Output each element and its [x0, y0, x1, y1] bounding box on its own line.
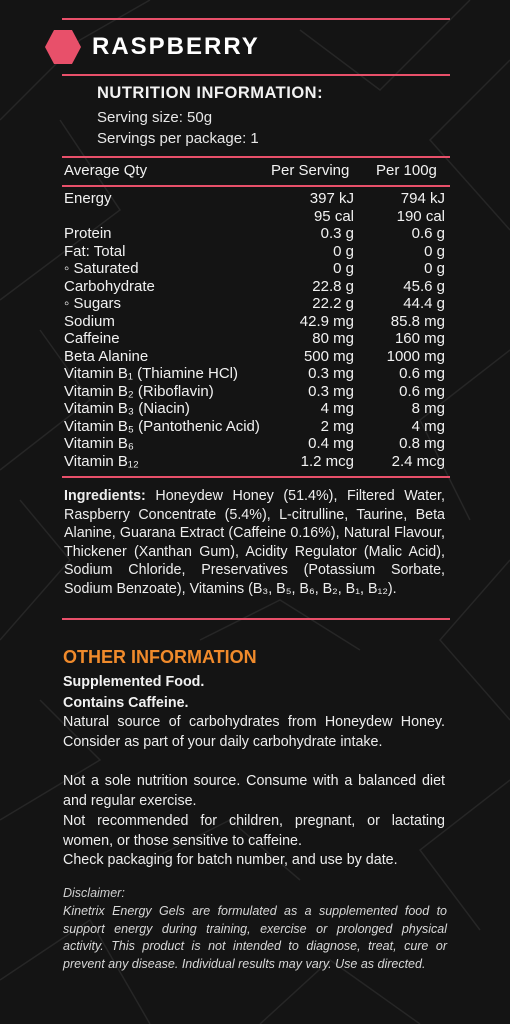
- per-serving-value: 0 g: [333, 260, 354, 277]
- nutrient-name: Fat: Total: [64, 242, 126, 260]
- per-serving-value: 500 mg: [303, 347, 354, 365]
- table-row: [62, 260, 450, 278]
- per-serving-value: 0.3 mg: [308, 382, 354, 400]
- header-divider: [62, 18, 450, 20]
- table-row: [62, 295, 450, 313]
- ingredients-bottom-rule: [62, 618, 450, 620]
- table-row: [62, 278, 450, 296]
- table-row: [62, 348, 450, 366]
- nutrient-name: Vitamin B₃ (Niacin): [64, 400, 190, 417]
- header-per-100g: Per 100g: [376, 162, 437, 179]
- per-serving-value: 42.9 mg: [299, 312, 354, 330]
- nutrient-name: Vitamin B₂ (Riboflavin): [64, 382, 214, 400]
- per-serving-value: 1.2 mcg: [300, 452, 354, 470]
- table-row: [62, 243, 450, 261]
- table-row: [62, 330, 450, 348]
- nutrient-name: ◦ Saturated: [64, 260, 139, 277]
- per-serving-value: 4 mg: [320, 400, 354, 417]
- per-serving-value: 95 cal: [313, 207, 354, 225]
- per-100g-value: 0.6 mg: [399, 382, 445, 400]
- nutrient-name: Protein: [64, 225, 112, 242]
- nutrient-name: Vitamin B₁ (Thiamine HCl): [64, 365, 238, 382]
- per-100g-value: 2.4 mcg: [391, 452, 445, 470]
- per-serving-value: 22.2 g: [312, 295, 354, 312]
- table-top-rule: [62, 156, 450, 158]
- table-row: [62, 225, 450, 243]
- table-row: [62, 365, 450, 383]
- header-average-qty: Average Qty: [64, 162, 148, 179]
- per-100g-value: 0.6 g: [411, 225, 445, 242]
- per-100g-value: 160 mg: [394, 330, 445, 347]
- nutrient-name: Beta Alanine: [64, 347, 149, 365]
- nutrient-name: Carbohydrate: [64, 277, 155, 295]
- nutrient-name: Vitamin B₅ (Pantothenic Acid): [64, 417, 260, 435]
- table-header-rule: [62, 185, 450, 187]
- nutrient-name: Vitamin B₆: [64, 435, 134, 452]
- nutrient-name: Caffeine: [64, 330, 120, 347]
- per-serving-value: 22.8 g: [312, 277, 354, 295]
- serving-size: Serving size: 50g: [97, 109, 213, 126]
- table-row: [62, 435, 450, 453]
- per-100g-value: 0 g: [424, 260, 445, 277]
- nutrient-name: ◦ Sugars: [64, 295, 122, 312]
- per-serving-value: 80 mg: [312, 330, 354, 347]
- ingredients-text: Honeydew Honey (51.4%), Filtered Water, Raspberry Concentrate (5.4%), L-citrulline, Taurine, Beta Alanine, Guarana Extract (Caffeine 0.16%), Natural Flavour, Thickener (Xanthan Gum), Acidity Regulator (Malic Acid), Sodium Chloride, Preservatives (Potassium Sorbate, Sodium Benzoate), Vitamins (B₃, B₅, B₆, B₂, B₁, B₁₂).: [64, 488, 445, 597]
- product-title: RASPBERRY: [92, 33, 260, 60]
- per-serving-value: 0.3 g: [320, 225, 354, 242]
- other-para-not-recommended: Not recommended for children, pregnant, or lactating women, or those sensitive to caffeine.: [63, 813, 445, 849]
- per-serving-value: 0.4 mg: [308, 435, 354, 452]
- supplemented-food: Supplemented Food.: [63, 674, 205, 690]
- table-row: [62, 313, 450, 331]
- other-para-carbohydrates: Natural source of carbohydrates from Honeydew Honey. Consider as part of your daily carbohydrate intake.: [63, 714, 445, 750]
- per-serving-value: 397 kJ: [309, 190, 354, 207]
- per-100g-value: 8 mg: [411, 400, 445, 417]
- nutrient-name: Vitamin B₁₂: [64, 452, 139, 470]
- per-100g-value: 794 kJ: [400, 190, 445, 207]
- per-100g-value: 0 g: [424, 242, 445, 260]
- nutrient-name: Sodium: [64, 312, 115, 330]
- disclaimer-text: Kinetrix Energy Gels are formulated as a supplemented food to support energy during training, exercise or prolonged physical activity. This product is not intended to diagnose, treat, cure or prevent any disease. Individual results may vary. Use as directed.: [63, 904, 447, 971]
- hexagon-icon: [44, 28, 82, 66]
- per-100g-value: 85.8 mg: [390, 312, 445, 330]
- table-row: [62, 418, 450, 436]
- other-para-batch: Check packaging for batch number, and use by date.: [63, 852, 398, 868]
- table-row: [62, 190, 450, 208]
- table-row: [62, 400, 450, 418]
- disclaimer-label: Disclaimer:: [63, 886, 125, 900]
- per-100g-value: 45.6 g: [403, 277, 445, 295]
- per-serving-value: 0.3 mg: [308, 365, 354, 382]
- nutrient-name: Energy: [64, 190, 112, 207]
- contains-caffeine: Contains Caffeine.: [63, 695, 189, 711]
- table-row: [62, 383, 450, 401]
- per-100g-value: 1000 mg: [386, 347, 445, 365]
- header-per-serving: Per Serving: [271, 162, 350, 179]
- servings-per-package: Servings per package: 1: [97, 130, 259, 147]
- other-information-title: OTHER INFORMATION: [63, 647, 257, 667]
- header-divider-bottom: [62, 74, 450, 76]
- table-row: [62, 208, 450, 226]
- per-serving-value: 2 mg: [320, 417, 354, 435]
- per-100g-value: 4 mg: [411, 417, 445, 435]
- other-para-nutrition-source: Not a sole nutrition source. Consume with a balanced diet and regular exercise.: [63, 773, 445, 809]
- per-100g-value: 190 cal: [396, 207, 445, 225]
- per-serving-value: 0 g: [333, 242, 354, 260]
- per-100g-value: 0.8 mg: [399, 435, 445, 452]
- nutrition-title: NUTRITION INFORMATION:: [97, 84, 324, 102]
- ingredients-block: [64, 487, 445, 598]
- per-100g-value: 44.4 g: [403, 295, 445, 312]
- ingredients-label: Ingredients:: [64, 488, 146, 504]
- table-bottom-rule: [62, 476, 450, 478]
- per-100g-value: 0.6 mg: [399, 365, 445, 382]
- table-row: [62, 453, 450, 471]
